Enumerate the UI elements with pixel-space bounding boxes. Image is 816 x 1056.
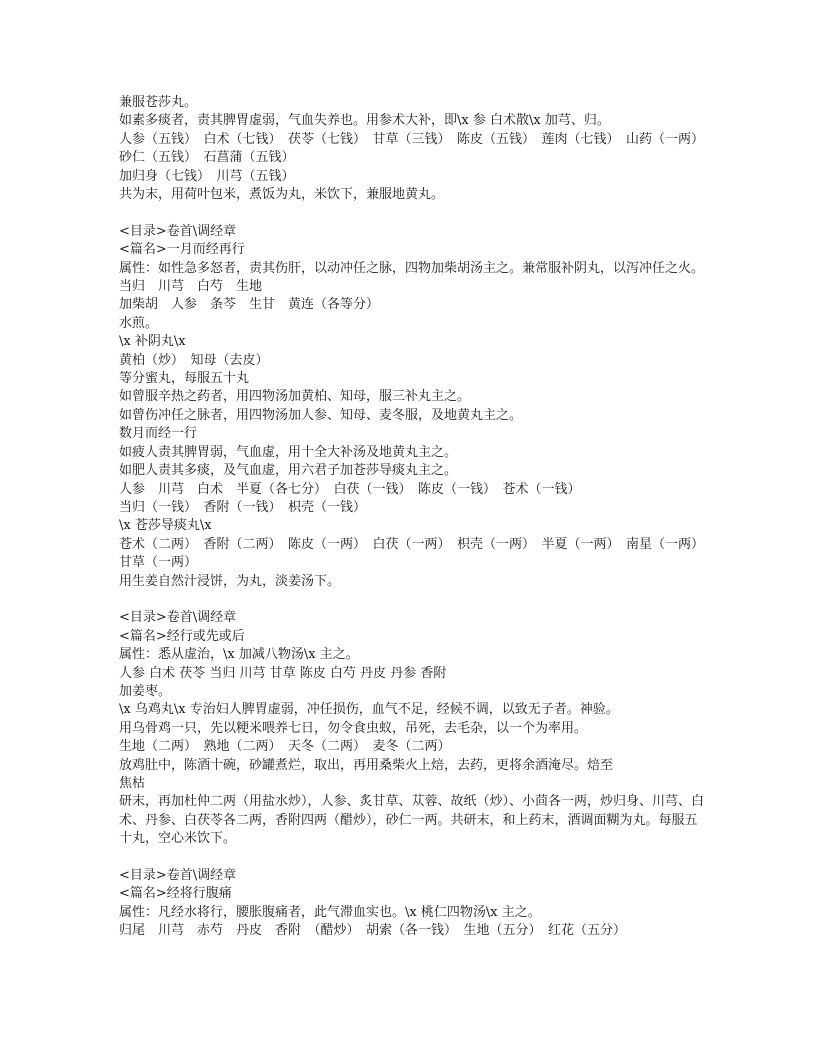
text-line: 人参（五钱） 白术（七钱） 茯苓（七钱） 甘草（三钱） 陈皮（五钱） 莲肉（七钱） 山药（一两） 砂仁（五钱） 石菖蒲（五钱）: [119, 131, 711, 166]
chapter-title-line: <篇名>经将行腹痛: [119, 886, 232, 902]
paragraph-gap: [119, 591, 709, 609]
text-line: 生地（二两） 熟地（二两） 天冬（二两） 麦冬（二两）: [119, 739, 451, 755]
text-line: 数月而经一行: [119, 426, 198, 442]
text-line: 加姜枣。: [119, 683, 172, 699]
catalog-line: <目录>卷首\调经章: [119, 868, 237, 884]
text-line: 兼服苍莎丸。: [119, 95, 198, 110]
text-line: 加归身（七钱） 川芎（五钱）: [119, 168, 295, 184]
text-line: 放鸡肚中，陈酒十碗，砂罐煮烂，取出，再用桑柴火上焙，去药，更将余酒淹尽。焙至: [119, 757, 614, 773]
text-block: [119, 223, 709, 591]
text-line: 当归（一钱） 香附（一钱） 枳壳（一钱）: [119, 499, 367, 515]
paragraph-gap: [119, 849, 709, 867]
text-line: \x 补阴丸\x: [119, 334, 186, 350]
text-line: 当归 川芎 白芍 生地: [119, 279, 263, 295]
text-line: 如曾伤冲任之脉者，用四物汤加人参、知母、麦冬服，及地黄丸主之。: [119, 407, 523, 423]
chapter-title-line: <篇名>一月而经再行: [119, 242, 245, 258]
text-block: [119, 94, 709, 204]
text-line: 如肥人责其多痰，及气血虚，用六君子加苍莎导痰丸主之。: [119, 463, 458, 479]
text-block: [119, 867, 709, 941]
text-line: 用生姜自然汁浸饼，为丸，淡姜汤下。: [119, 573, 341, 589]
text-line: 如疲人责其脾胃弱，气血虚，用十全大补汤及地黄丸主之。: [119, 444, 458, 460]
document-page: [119, 94, 709, 941]
text-line: 苍术（二两） 香附（二两） 陈皮（一两） 白茯（一两） 枳壳（一两） 半夏（一两） 南星（一两） 甘草（一两）: [119, 536, 711, 571]
text-line: 用乌骨鸡一只，先以粳米喂养七日，勿令食虫蚁，吊死，去毛杂，以一个为率用。: [119, 720, 588, 736]
text-line: 人参 白术 茯苓 当归 川芎 甘草 陈皮 白芍 丹皮 丹参 香附: [119, 665, 447, 681]
catalog-line: <目录>卷首\调经章: [119, 610, 237, 626]
paragraph-gap: [119, 204, 709, 222]
text-line: 属性：凡经水将行，腰胀腹痛者，此气滞血实也。\x 桃仁四物汤\x 主之。: [119, 904, 541, 920]
text-line: 属性：如性急多怒者，责其伤肝，以动冲任之脉，四物加柴胡汤主之。兼常服补阴丸，以泻冲任之火。: [119, 260, 705, 276]
text-line: 归尾 川芎 赤芍 丹皮 香附 （醋炒） 胡索（各一钱） 生地（五分） 红花（五分）: [119, 923, 627, 939]
text-line: 黄柏（炒） 知母（去皮）: [119, 352, 269, 368]
text-line: 如曾服辛热之药者，用四物汤加黄柏、知母，服三补丸主之。: [119, 389, 471, 405]
text-line: \x 苍莎导痰丸\x: [119, 518, 212, 534]
text-line: \x 乌鸡丸\x 专治妇人脾胃虚弱，冲任损伤，血气不足，经候不调，以致无子者。神验。: [119, 702, 619, 718]
text-line: 焦枯: [119, 776, 146, 791]
text-line: 共为末，用荷叶包米，煮饭为丸，米饮下，兼服地黄丸。: [119, 187, 445, 203]
text-line: 研末，再加杜仲二两（用盐水炒），人参、炙甘草、苁蓉、故纸（炒）、小茴各一两，炒归身、川芎、白术、丹参、白茯苓各二两，香附四两（醋炒），砂仁一两。共研末，和上药末，酒调面糊为丸。每服五十丸，空心米饮下。: [119, 794, 705, 847]
text-line: 如素多痰者，责其脾胃虚弱，气血失养也。用参术大补，即\x 参 白术散\x 加芎、归。: [119, 113, 610, 129]
text-line: 等分蜜丸，每服五十丸: [119, 371, 250, 387]
text-line: 水煎。: [119, 315, 159, 331]
text-line: 人参 川芎 白术 半夏（各七分） 白茯（一钱） 陈皮（一钱） 苍术（一钱）: [119, 481, 581, 497]
text-line: 加柴胡 人参 条芩 生甘 黄连（各等分）: [119, 297, 380, 313]
text-block: [119, 609, 709, 848]
text-line: 属性：悉从虚治，\x 加减八物汤\x 主之。: [119, 647, 359, 663]
catalog-line: <目录>卷首\调经章: [119, 223, 237, 239]
chapter-title-line: <篇名>经行或先或后: [119, 628, 245, 644]
